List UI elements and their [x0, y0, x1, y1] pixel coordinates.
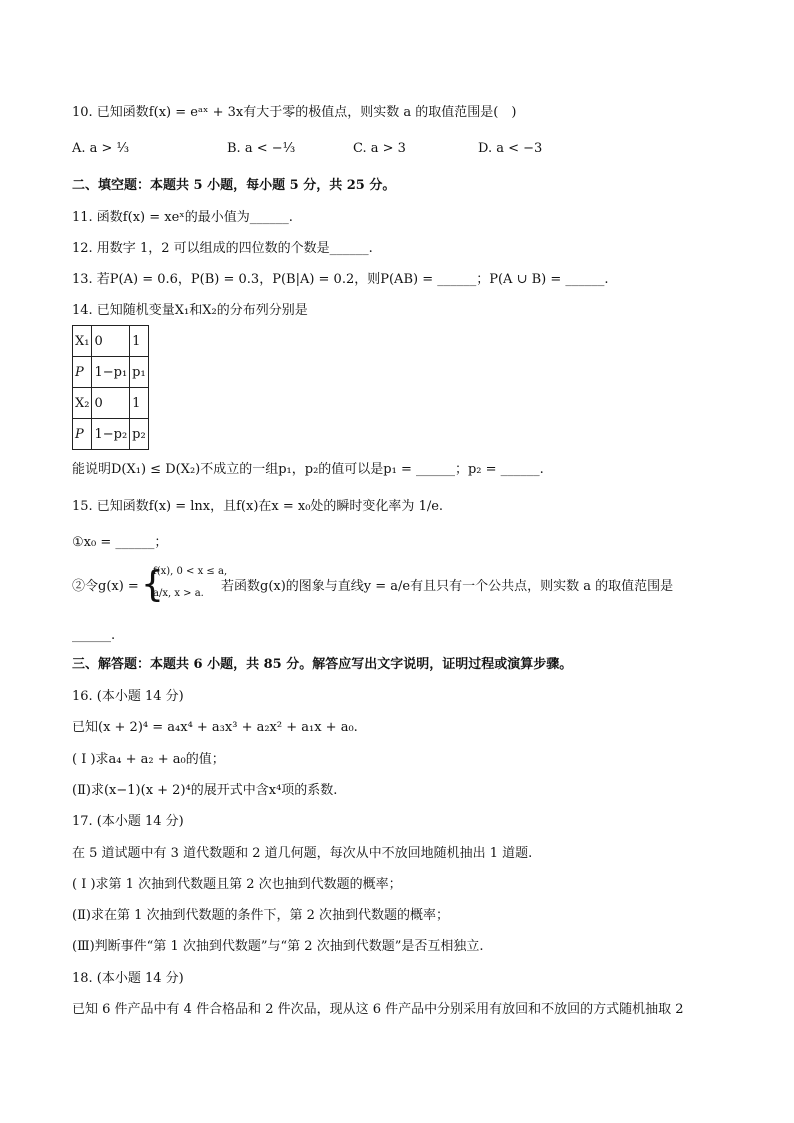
question-17-stem: 在 5 道试题中有 3 道代数题和 2 道几何题，每次从中不放回地随机抽出 1 道题. — [72, 846, 533, 861]
question-13: 13. 若P(A) = 0.6，P(B) = 0.3，P(B|A) = 0.2，则P(AB) = ______；P(A ∪ B) = ______. — [72, 272, 609, 287]
question-15-part-1: ①x₀ = ______； — [72, 535, 168, 550]
question-15-part-2-prefix: ②令g(x) = — [72, 579, 139, 594]
table-cell: P — [73, 419, 92, 450]
piecewise-brace: { — [141, 564, 164, 605]
distribution-table — [72, 325, 149, 450]
table-cell: 1 — [130, 388, 149, 419]
table-row — [73, 388, 149, 419]
question-17-part-1: ( Ⅰ )求第 1 次抽到代数题且第 2 次也抽到代数题的概率； — [72, 877, 402, 892]
question-16-part-1: ( Ⅰ )求a₄ + a₂ + a₀的值； — [72, 752, 225, 767]
question-15-answer-line: ______. — [72, 628, 116, 643]
question-15-stem: 15. 已知函数f(x) = lnx，且f(x)在x = x₀处的瞬时变化率为 1/e. — [72, 499, 444, 514]
option-b: B. a < −⅓ — [227, 141, 296, 156]
table-row — [73, 357, 149, 388]
question-18-stem: 已知 6 件产品中有 4 件合格品和 2 件次品，现从这 6 件产品中分别采用有放回和不放回的方式随机抽取 2 — [72, 1002, 684, 1017]
question-12: 12. 用数字 1，2 可以组成的四位数的个数是______. — [72, 241, 373, 256]
question-10-stem: 10. 已知函数f(x) = eᵃˣ + 3x有大于零的极值点，则实数 a 的取值范围是( ) — [72, 105, 517, 120]
table-cell: 1−p₂ — [92, 419, 130, 450]
table-cell: 1−p₁ — [92, 357, 130, 388]
question-17-part-2: (Ⅱ)求在第 1 次抽到代数题的条件下，第 2 次抽到代数题的概率； — [72, 908, 450, 923]
question-15-part-2-rest: 若函数g(x)的图象与直线y = a/e有且只有一个公共点，则实数 a 的取值范围是 — [221, 579, 674, 594]
question-17-part-3: (Ⅲ)判断事件“第 1 次抽到代数题”与“第 2 次抽到代数题”是否互相独立. — [72, 939, 484, 954]
table-cell: X₁ — [73, 326, 92, 357]
piecewise-case-1: f(x), 0 < x ≤ a, — [153, 566, 228, 577]
question-11: 11. 函数f(x) = xeˣ的最小值为______. — [72, 210, 293, 225]
table-cell: 0 — [92, 388, 130, 419]
section-3-heading: 三、解答题：本题共 6 小题，共 85 分。解答应写出文字说明，证明过程或演算步骤。 — [72, 657, 573, 672]
option-d: D. a < −3 — [478, 141, 543, 156]
section-2-heading: 二、填空题：本题共 5 小题，每小题 5 分，共 25 分。 — [72, 178, 396, 193]
table-cell: P — [73, 357, 92, 388]
question-10-options — [72, 141, 692, 161]
table-cell: 0 — [92, 326, 130, 357]
table-cell: p₁ — [130, 357, 149, 388]
question-14-tail: 能说明D(X₁) ≤ D(X₂)不成立的一组p₁，p₂的值可以是p₁ = ______；p₂ = ______. — [72, 462, 544, 477]
question-17-head: 17. (本小题 14 分) — [72, 814, 184, 829]
question-14-stem: 14. 已知随机变量X₁和X₂的分布列分别是 — [72, 303, 308, 318]
question-18-head: 18. (本小题 14 分) — [72, 971, 184, 986]
table-cell: p₂ — [130, 419, 149, 450]
table-row — [73, 326, 149, 357]
question-16-stem: 已知(x + 2)⁴ = a₄x⁴ + a₃x³ + a₂x² + a₁x + a₀. — [72, 720, 358, 735]
question-16-head: 16. (本小题 14 分) — [72, 689, 184, 704]
table-cell: 1 — [130, 326, 149, 357]
option-a: A. a > ⅓ — [72, 141, 130, 156]
piecewise-case-2: a/x, x > a. — [153, 588, 204, 599]
option-c: C. a > 3 — [353, 141, 406, 156]
table-cell: X₂ — [73, 388, 92, 419]
question-16-part-2: (Ⅱ)求(x−1)(x + 2)⁴的展开式中含x⁴项的系数. — [72, 783, 338, 798]
table-row — [73, 419, 149, 450]
